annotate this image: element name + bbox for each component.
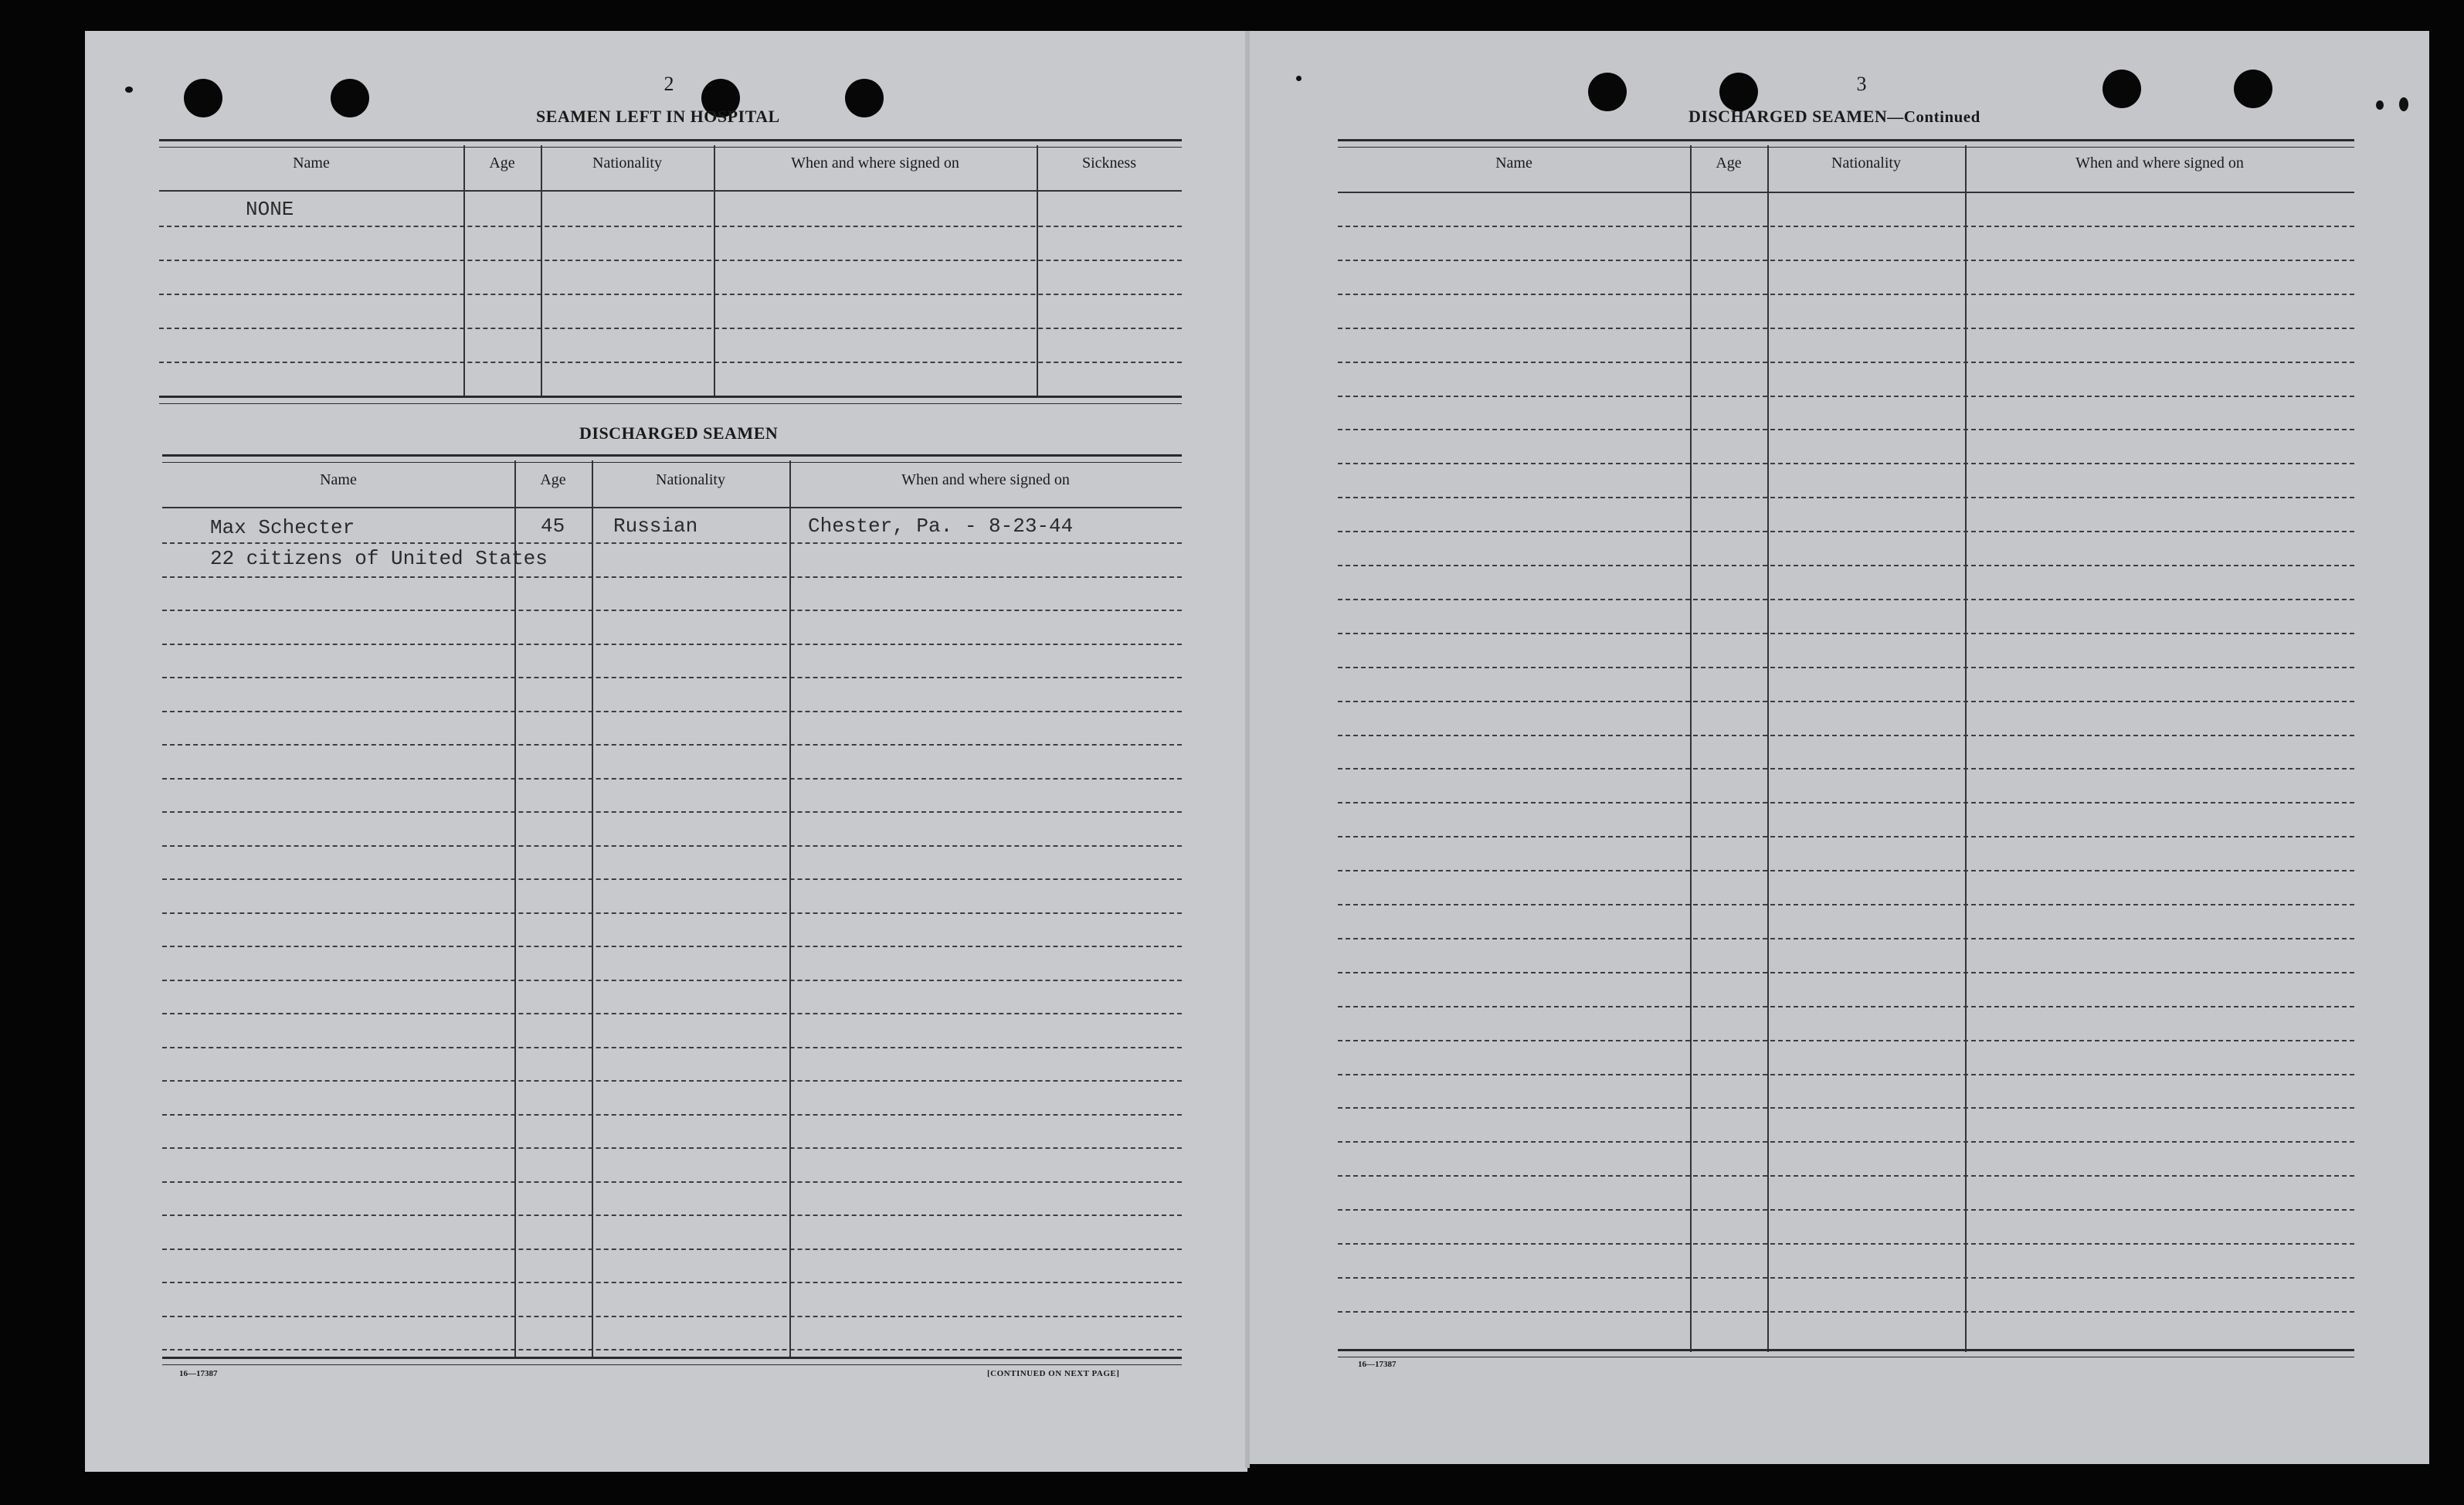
- continued-note: [CONTINUED ON NEXT PAGE]: [987, 1369, 1120, 1378]
- row-rule: [162, 744, 1182, 746]
- binder-hole: [1719, 73, 1758, 111]
- column-divider: [1037, 145, 1038, 397]
- row-rule: [1338, 294, 2354, 295]
- row-rule: [1338, 667, 2354, 668]
- speck: [125, 87, 133, 93]
- row-rule: [1338, 362, 2354, 363]
- hospital-table: [159, 139, 1182, 402]
- binder-hole: [2234, 70, 2272, 108]
- column-divider: [541, 145, 542, 397]
- row-rule: [162, 610, 1182, 611]
- row-rule: [1338, 1141, 2354, 1143]
- row-rule: [1338, 802, 2354, 803]
- title-main: DISCHARGED SEAMEN: [1688, 107, 1888, 126]
- column-header-sickness: Sickness: [1082, 155, 1136, 172]
- row-rule: [1338, 938, 2354, 939]
- row-rule: [1338, 1006, 2354, 1007]
- row-rule: [162, 980, 1182, 981]
- row-rule: [162, 1316, 1182, 1317]
- row-rule: [162, 811, 1182, 813]
- row-rule: [162, 1349, 1182, 1350]
- row-rule: [1338, 1175, 2354, 1177]
- row-rule: [1338, 701, 2354, 702]
- row-rule: [159, 260, 1182, 261]
- discharged-continued-table: [1338, 139, 2354, 1354]
- table-top-rule: [162, 454, 1182, 463]
- column-divider: [1767, 145, 1769, 1352]
- row-rule: [1338, 836, 2354, 837]
- table-bottom-rule: [1338, 1349, 2354, 1357]
- row-rule: [162, 1181, 1182, 1183]
- row-rule: [162, 711, 1182, 712]
- column-divider: [514, 460, 516, 1358]
- column-header-nationality: Nationality: [1831, 155, 1901, 172]
- discharged-name-cell: 22 citizens of United States: [210, 547, 548, 570]
- binder-hole: [184, 79, 222, 117]
- column-header-name: Name: [293, 155, 330, 172]
- row-rule: [1338, 1243, 2354, 1245]
- row-rule: [1338, 1311, 2354, 1313]
- row-rule: [1338, 1040, 2354, 1041]
- table-bottom-rule: [159, 396, 1182, 404]
- discharged-continued-title: [1688, 107, 1980, 127]
- hospital-entry: NONE: [246, 198, 294, 221]
- column-header-name: Name: [320, 471, 357, 488]
- page-number: 3: [1856, 73, 1867, 95]
- column-header-signed-on: When and where signed on: [791, 155, 959, 172]
- row-rule: [1338, 870, 2354, 871]
- speck: [2399, 97, 2408, 111]
- title-continued: —Continued: [1887, 107, 1980, 126]
- row-rule: [1338, 1209, 2354, 1211]
- row-rule: [162, 912, 1182, 914]
- row-rule: [1338, 260, 2354, 261]
- binder-hole: [2103, 70, 2141, 108]
- column-divider: [714, 145, 715, 397]
- row-rule: [162, 644, 1182, 645]
- row-rule: [162, 1215, 1182, 1216]
- row-rule: [162, 677, 1182, 678]
- row-rule: [162, 878, 1182, 880]
- column-divider: [463, 145, 465, 397]
- page-number: 2: [664, 73, 674, 95]
- form-number: 16—17387: [1358, 1360, 1397, 1369]
- row-rule: [162, 1047, 1182, 1048]
- discharged-nationality-cell: Russian: [613, 515, 698, 538]
- row-rule: [1338, 396, 2354, 397]
- row-rule: [1338, 429, 2354, 430]
- column-divider: [1690, 145, 1692, 1352]
- binder-hole: [845, 79, 884, 117]
- table-top-rule: [159, 139, 1182, 148]
- row-rule: [1338, 226, 2354, 227]
- row-rule: [1338, 735, 2354, 736]
- row-rule: [1338, 633, 2354, 634]
- discharged-age-cell: 45: [541, 515, 565, 538]
- row-rule: [1338, 768, 2354, 769]
- row-rule: [1338, 1074, 2354, 1075]
- column-header-signed-on: When and where signed on: [2075, 155, 2244, 172]
- row-rule: [1338, 904, 2354, 905]
- column-header-nationality: Nationality: [656, 471, 725, 488]
- column-header-age: Age: [489, 155, 515, 172]
- row-rule: [162, 946, 1182, 947]
- speck: [2376, 100, 2384, 110]
- row-rule: [1338, 497, 2354, 498]
- column-header-age: Age: [1716, 155, 1742, 172]
- row-rule: [1338, 1277, 2354, 1279]
- column-header-signed-on: When and where signed on: [901, 471, 1070, 488]
- row-rule: [162, 542, 1182, 544]
- row-rule: [162, 845, 1182, 847]
- discharged-name-cell: Max Schecter: [210, 516, 355, 539]
- column-header-nationality: Nationality: [592, 155, 662, 172]
- binder-hole: [331, 79, 369, 117]
- row-rule: [162, 1114, 1182, 1116]
- row-rule: [162, 778, 1182, 780]
- hospital-section-title: SEAMEN LEFT IN HOSPITAL: [536, 107, 780, 126]
- page-fold: [1245, 31, 1250, 1468]
- row-rule: [1338, 1107, 2354, 1109]
- column-divider: [789, 460, 791, 1358]
- discharged-signed-on-cell: Chester, Pa. - 8-23-44: [808, 515, 1074, 538]
- row-rule: [1338, 599, 2354, 600]
- row-rule: [159, 226, 1182, 227]
- column-divider: [592, 460, 593, 1358]
- row-rule: [162, 1249, 1182, 1250]
- header-rule: [162, 507, 1182, 508]
- row-rule: [162, 1080, 1182, 1082]
- column-divider: [1965, 145, 1967, 1352]
- speck: [1296, 76, 1302, 81]
- row-rule: [159, 362, 1182, 363]
- row-rule: [162, 1147, 1182, 1149]
- table-bottom-rule: [162, 1357, 1182, 1365]
- form-number: 16—17387: [179, 1369, 218, 1378]
- row-rule: [1338, 565, 2354, 566]
- table-top-rule: [1338, 139, 2354, 148]
- row-rule: [1338, 328, 2354, 329]
- row-rule: [159, 328, 1182, 329]
- row-rule: [162, 1282, 1182, 1283]
- binder-hole: [1588, 73, 1627, 111]
- row-rule: [159, 294, 1182, 295]
- row-rule: [162, 576, 1182, 578]
- header-rule: [1338, 192, 2354, 193]
- column-header-name: Name: [1495, 155, 1532, 172]
- discharged-table: [162, 454, 1182, 1366]
- row-rule: [1338, 531, 2354, 532]
- discharged-section-title: DISCHARGED SEAMEN: [579, 423, 779, 443]
- column-header-age: Age: [540, 471, 566, 488]
- row-rule: [1338, 972, 2354, 973]
- header-rule: [159, 190, 1182, 192]
- row-rule: [162, 1013, 1182, 1014]
- row-rule: [1338, 463, 2354, 464]
